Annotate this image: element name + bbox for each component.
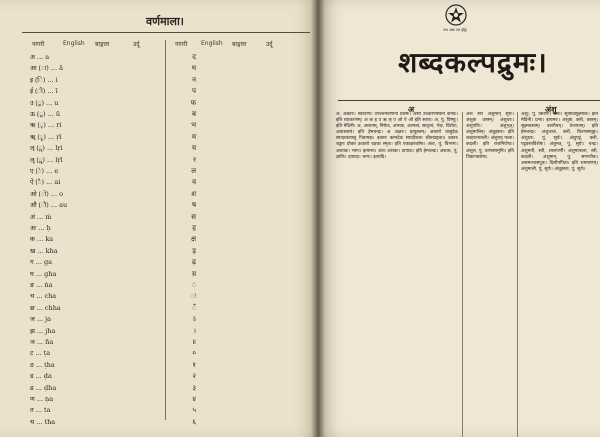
alphabet-row: व xyxy=(192,178,196,187)
alphabet-row: ठ ... ṭha xyxy=(30,360,55,369)
alphabet-row: अः ... ḥ xyxy=(30,224,51,232)
alphabet-row: ल xyxy=(191,167,196,175)
alphabet-row: ए (े) ... e xyxy=(30,167,59,175)
col-head-bangla-left: बाङ्गला xyxy=(95,41,110,48)
alphabet-row: प xyxy=(192,87,196,96)
alphabet-row: ० xyxy=(192,349,196,358)
column-header-2: अंशु xyxy=(545,104,557,114)
alphabet-row: ४ xyxy=(192,395,196,403)
alphabet-row: छ ... chha xyxy=(30,303,61,312)
alphabet-row: ष xyxy=(191,201,196,210)
alphabet-row: र xyxy=(193,155,196,164)
alphabet-row: स xyxy=(191,212,196,221)
alphabet-row: ं xyxy=(191,281,196,289)
col-head-urdu-right: उर्दू xyxy=(266,41,273,48)
page-title: शब्दकल्पद्रुमः। xyxy=(398,46,548,79)
alphabet-row: ओ (ो) ... o xyxy=(30,189,63,198)
column-divider-1 xyxy=(462,112,463,437)
alphabet-row: ः xyxy=(190,292,196,301)
col-head-bangla-right: बाङ्गला xyxy=(232,41,247,48)
alphabet-row: अं ... ṁ xyxy=(30,212,52,221)
alphabet-row: ई (ी) ... ī xyxy=(30,87,58,96)
alphabet-row: ट ... ṭa xyxy=(30,349,51,358)
alphabet-row: ऌ (ॢ) ... lṛi xyxy=(30,144,63,153)
alphabet-row: ग ... ga xyxy=(30,258,53,267)
alphabet-row: ह xyxy=(192,224,196,232)
alphabet-row: म xyxy=(191,132,196,141)
alphabet-row: ऋ (ृ) ... ṛi xyxy=(30,121,62,130)
alphabet-table-title: वर्णमाला। xyxy=(146,15,184,28)
book-gutter xyxy=(311,0,325,437)
alphabet-row: १ xyxy=(192,360,196,369)
col-head-english-right: English xyxy=(201,40,223,47)
alphabet-row: । xyxy=(193,326,196,335)
alphabet-row: ध xyxy=(191,64,196,73)
logo-caption: रूप अन्ना एवं वृद्धि xyxy=(443,28,467,32)
alphabet-row: ॠ (ॄ) ... ṛī xyxy=(30,132,62,141)
column-divider-2 xyxy=(517,112,518,437)
alphabet-row: भ xyxy=(191,121,196,130)
alphabet-row: ड़ xyxy=(192,246,196,255)
alphabet-row: ङ ... ṅa xyxy=(30,281,53,289)
alphabet-row: ऐ (ै) ... ai xyxy=(30,178,61,187)
col-head-nagari-right: नागरी xyxy=(175,41,188,48)
alphabet-row: क्ष xyxy=(190,235,196,244)
alphabet-row: ६ xyxy=(192,417,196,426)
alphabet-row: ढ ... ḍha xyxy=(30,383,57,392)
col-head-english-left: English xyxy=(63,40,85,47)
alphabet-row: ऊ (ू) ... ū xyxy=(30,110,61,118)
alphabet-row: २ xyxy=(192,372,196,381)
column-header-1: अ xyxy=(408,104,415,114)
alphabet-row: औ (ौ) ... au xyxy=(30,201,68,210)
alphabet-row: ब xyxy=(192,110,196,118)
alphabet-row: अ ... a xyxy=(30,53,50,61)
dictionary-column-3: अंशुः, पुं, किरणः। लेशः। सूत्रादिसूक्ष्मांशः। इति मेदिनी। प्रभा। इत्यमरः। अंशुकं, क्ली, वस्त्रम्। सूक्ष्मवस्त्रम्। उत्तरीयम्। तेजपत्रम्। इति हेमचन्द्रः। अंशुजालं, क्ली, किरणसमूहः। अंशुधरः, पुं, सूर्यः। अंशुपट्टं, क्ली, पट्टवस्त्रविशेषः। अंशुमत्, पुं, सूर्यः। चन्द्रः। अंशुमती, स्त्री, शालपर्णी। अंशुमत्फला, स्त्री, कदली। अंशुमान्, पुं, सगरपौत्रः। असमञ्जसपुत्रः। दिलीपपिता। इति रामायणम्। अंशुमाली, पुं, सूर्यः। अंशुहस्तः, पुं, सूर्यः। xyxy=(521,112,598,172)
alphabet-row: ज ... ja xyxy=(30,315,52,324)
alphabet-row: घ ... gha xyxy=(30,269,57,278)
alphabet-row: क ... ka xyxy=(30,235,54,244)
alphabet-row: द xyxy=(192,53,196,61)
dictionary-column-1: अ, अकारः। स्वरवर्णः। व्यञ्जनवर्णानां प्रथमः। अस्य उच्चारणस्थानं कण्ठः। इति व्याकरणम्। अ क इ उ ऋ ऌ ए ओ ऐ औ इति स्वराः। अ, पुं, विष्णुः। इति मेदिनी। अ, अव्ययम्, निषेधः, अभावः, अल्पत्वं, सादृश्यं, भेदः, विरोधः, अप्राशस्त्यं। इति हेमचन्द्रः। अ अक्षरः। इत्युक्तम्। अकारो वासुदेवः स्यादाकारस्तु पितामहः। इकारः कामदेवः स्यादीकारः श्रीरुदाहृता॥ उकारः शङ्करः प्रोक्त ऊकारो रक्षकः स्मृतः। इति एकाक्षरकोषः। अंशः, पुं, विभागः। अवयवः। भागः। इत्यमरः। अंशः अंशकः। दायादः। इति हेमचन्द्रः। अंशकः, पुं, ज्ञातिः। दायादः। भागः। इत्यादि। xyxy=(336,112,458,160)
alphabet-row: ञ ... ña xyxy=(30,338,54,346)
title-underline xyxy=(338,100,600,101)
alphabet-row: ख ... kha xyxy=(30,246,58,255)
alphabet-row: आ (ा) ... ā xyxy=(30,64,63,73)
alphabet-row: त ... ta xyxy=(30,406,51,415)
alphabet-row: ५ xyxy=(192,406,196,415)
title-divider xyxy=(22,32,310,33)
alphabet-row: ॡ (ॣ) ... lṛī xyxy=(30,155,63,164)
alphabet-row: य xyxy=(191,144,196,153)
col-head-urdu-left: उर्दू xyxy=(133,41,140,48)
alphabet-row: य़ xyxy=(191,269,196,278)
col-head-nagari-left: नागरी xyxy=(32,41,45,48)
alphabet-row: ण ... ṇa xyxy=(30,395,54,403)
dictionary-column-2: अंशं स्त्री अंशुमान् सूर्यः। अंशुकं वस्त्रम्। अंशुधरः। अंशुपतिः। अंशुभृत्। अंशुमालिन्। अंशुहस्तः। इति शब्दरत्नावली। अंशुमत् फला। कदली। इति राजनिर्घण्टः। अंशुल, पुं, चाणक्यमुनिः। इति त्रिकाण्डशेषः। xyxy=(466,112,514,160)
alphabet-row: ढ़ xyxy=(192,258,196,267)
alphabet-row: ३ xyxy=(192,383,196,392)
alphabet-row: न xyxy=(192,75,196,84)
alphabet-row: च ... cha xyxy=(30,292,57,301)
alphabet-row: श xyxy=(191,189,196,198)
alphabet-row: ऽ xyxy=(192,315,196,324)
alphabet-row: थ ... tha xyxy=(30,417,56,426)
alphabet-row: झ ... jha xyxy=(30,326,56,335)
alphabet-row: ड ... ḍa xyxy=(30,372,52,381)
alphabet-row: ँ xyxy=(191,303,196,312)
alphabet-row: उ (ु) ... u xyxy=(30,98,59,107)
alphabet-row: ॥ xyxy=(191,338,196,346)
seal-icon xyxy=(445,4,467,26)
alphabet-row: फ xyxy=(190,98,196,107)
alphabet-row: इ (ि) ... i xyxy=(30,75,58,84)
table-center-divider xyxy=(165,40,166,420)
